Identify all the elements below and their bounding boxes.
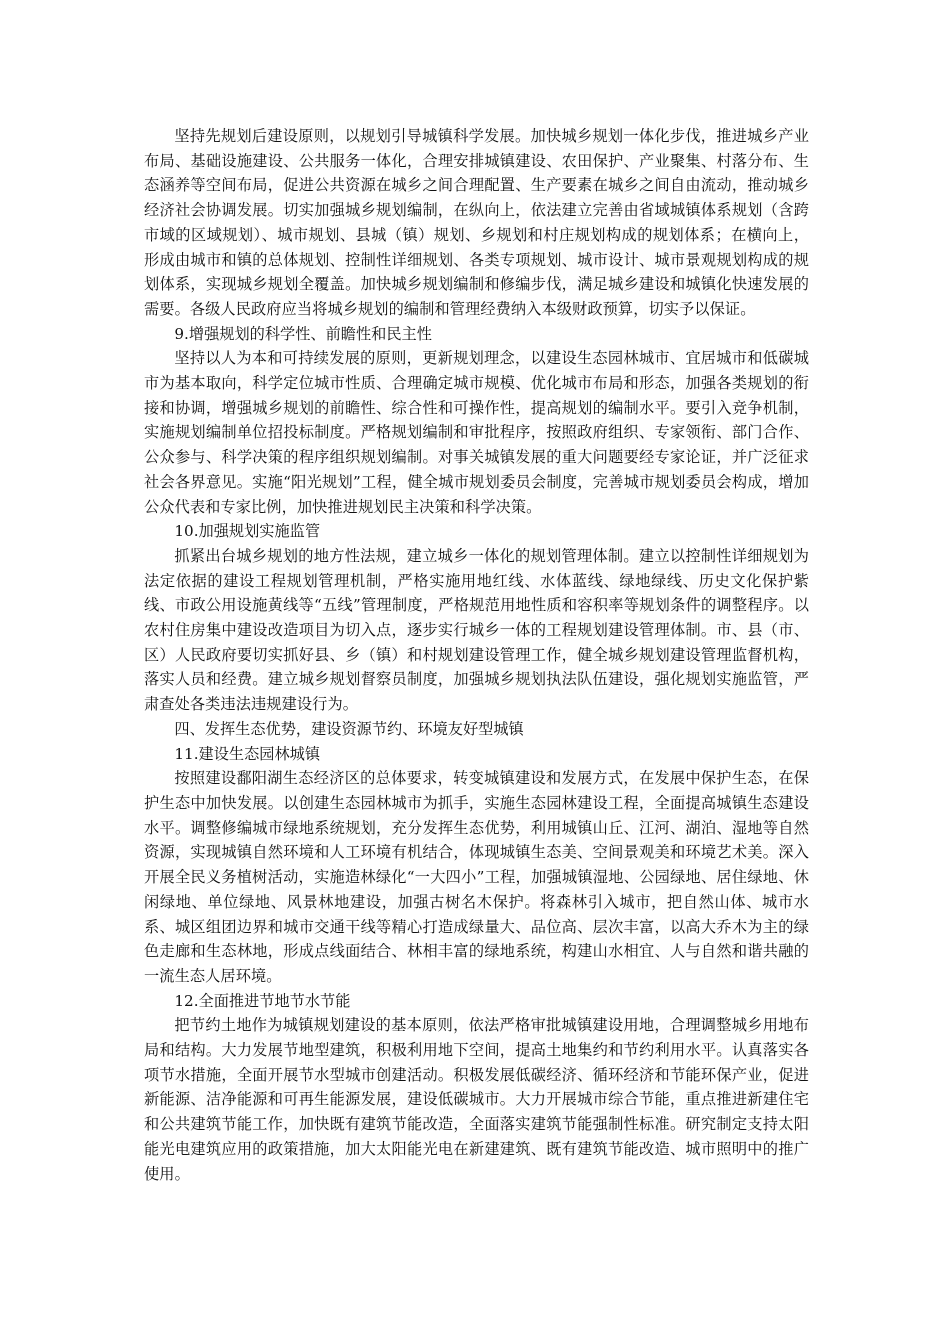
- heading-section-9: 9.增强规划的科学性、前瞻性和民主性: [174, 324, 432, 343]
- heading-part-4: 四、发挥生态优势，建设资源节约、环境友好型城镇: [174, 719, 524, 738]
- paragraph-section-11: 按照建设鄱阳湖生态经济区的总体要求，转变城镇建设和发展方式，在发展中保护生态，在保护生态中加快发展。以创建生态园林城市为抓手，实施生态园林建设工程，全面提高城镇生态建设水平。调整修编城市绿地系统规划，充分发挥生态优势，利用城镇山丘、江河、湖泊、湿地等自然资源，实现城镇自然环境和人工环境有机结合，体现城镇生态美、空间景观美和环境艺术美。深入开展全民义务植树活动，实施造林绿化“一大四小”工程，加强城镇湿地、公园绿地、居住绿地、休闲绿地、单位绿地、风景林地建设，加强古树名木保护。将森林引入城市，把自然山体、城市水系、城区组团边界和城市交通干线等精心打造成绿量大、品位高、层次丰富，以高大乔木为主的绿色走廊和生态林地，形成点线面结合、林相丰富的绿地系统，构建山水相宜、人与自然和谐共融的一流生态人居环境。: [144, 769, 809, 985]
- document-body: [144, 124, 809, 1186]
- heading-section-10: 10.加强规划实施监管: [174, 522, 321, 541]
- paragraph-section-9: 坚持以人为本和可持续发展的原则，更新规划理念，以建设生态园林城市、宜居城市和低碳城市为基本取向，科学定位城市性质、合理确定城市规模、优化城市布局和形态，加强各类规划的衔接和协调，增强城乡规划的前瞻性、综合性和可操作性，提高规划的编制水平。要引入竞争机制，实施规划编制单位招投标制度。严格规划编制和审批程序，按照政府组织、专家领衔、部门合作、公众参与、科学决策的程序组织规划编制。对事关城镇发展的重大问题要经专家论证，并广泛征求社会各界意见。实施“阳光规划”工程，健全城市规划委员会制度，完善城市规划委员会构成，增加公众代表和专家比例，加快推进规划民主决策和科学决策。: [144, 349, 809, 516]
- heading-section-11: 11.建设生态园林城镇: [174, 744, 321, 763]
- heading-section-12: 12.全面推进节地节水节能: [174, 991, 351, 1010]
- paragraph-section-12: 把节约土地作为城镇规划建设的基本原则，依法严格审批城镇建设用地，合理调整城乡用地布局和结构。大力发展节地型建筑，积极利用地下空间，提高土地集约和节约利用水平。认真落实各项节水措施，全面开展节水型城市创建活动。积极发展低碳经济、循环经济和节能环保产业，促进新能源、洁净能源和可再生能源发展，建设低碳城市。大力开展城市综合节能，重点推进新建住宅和公共建筑节能工作，加快既有建筑节能改造，全面落实建筑节能强制性标准。研究制定支持太阳能光电建筑应用的政策措施，加大太阳能光电在新建建筑、既有建筑节能改造、城市照明中的推广使用。: [144, 1016, 809, 1183]
- paragraph-planning-principle: 坚持先规划后建设原则，以规划引导城镇科学发展。加快城乡规划一体化步伐，推进城乡产业布局、基础设施建设、公共服务一体化，合理安排城镇建设、农田保护、产业聚集、村落分布、生态涵养等空间布局，促进公共资源在城乡之间合理配置、生产要素在城乡之间自由流动，推动城乡经济社会协调发展。切实加强城乡规划编制，在纵向上，依法建立完善由省域城镇体系规划（含跨市域的区域规划）、城市规划、县城（镇）规划、乡规划和村庄规划构成的规划体系；在横向上，形成由城市和镇的总体规划、控制性详细规划、各类专项规划、城市设计、城市景观规划构成的规划体系，实现城乡规划全覆盖。加快城乡规划编制和修编步伐，满足城乡建设和城镇化快速发展的需要。各级人民政府应当将城乡规划的编制和管理经费纳入本级财政预算，切实予以保证。: [144, 127, 809, 318]
- paragraph-section-10: 抓紧出台城乡规划的地方性法规，建立城乡一体化的规划管理体制。建立以控制性详细规划为法定依据的建设工程规划管理机制，严格实施用地红线、水体蓝线、绿地绿线、历史文化保护紫线、市政公用设施黄线等“五线”管理制度，严格规范用地性质和容积率等规划条件的调整程序。以农村住房集中建设改造项目为切入点，逐步实行城乡一体的工程规划建设管理体制。市、县（市、区）人民政府要切实抓好县、乡（镇）和村规划建设管理工作，健全城乡规划建设管理监督机构，落实人员和经费。建立城乡规划督察员制度，加强城乡规划执法队伍建设，强化规划实施监管，严肃查处各类违法违规建设行为。: [144, 546, 809, 714]
